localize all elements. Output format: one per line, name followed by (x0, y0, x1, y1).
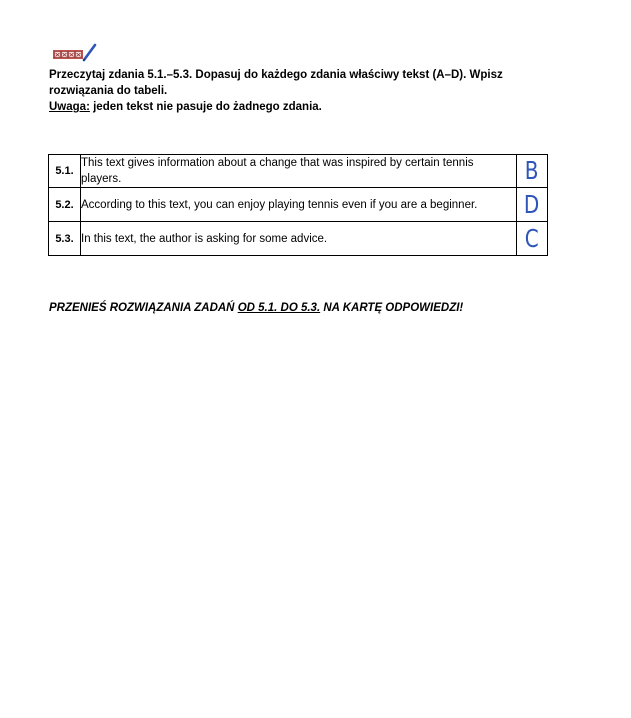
transfer-instruction (49, 302, 463, 314)
answer-cell[interactable] (517, 155, 548, 188)
handwritten-answer: B (525, 156, 539, 185)
table-row (49, 222, 548, 256)
answer-cell[interactable] (517, 188, 548, 222)
table-row (49, 188, 548, 222)
task-statement: This text gives information about a change that was inspired by certain tennis players. (81, 155, 517, 188)
task-statement: According to this text, you can enjoy playing tennis even if you are a beginner. (81, 188, 517, 222)
transfer-part-3: NA KARTĘ ODPOWIEDZI! (320, 302, 464, 314)
table-row (49, 155, 548, 188)
task-statement: In this text, the author is asking for some advice. (81, 222, 517, 256)
handwritten-answer: D (524, 189, 540, 219)
note-label: Uwaga: (49, 101, 90, 113)
instruction-line-1: Przeczytaj zdania 5.1.–5.3. Dopasuj do każdego zdania właściwy tekst (A–D). Wpisz (49, 69, 503, 81)
note-text: jeden tekst nie pasuje do żadnego zdania. (89, 101, 322, 113)
task-number: 5.1. (49, 155, 81, 188)
answer-cell[interactable] (517, 222, 548, 256)
task-marker-icon (53, 43, 99, 63)
answer-table (48, 154, 548, 256)
transfer-range: OD 5.1. DO 5.3. (237, 302, 321, 314)
task-instructions (49, 67, 549, 115)
instruction-note (49, 99, 549, 115)
task-number: 5.2. (49, 188, 81, 222)
handwritten-answer: C (525, 223, 539, 253)
instruction-line-2: rozwiązania do tabeli. (49, 85, 168, 97)
task-number: 5.3. (49, 222, 81, 256)
transfer-part-1: PRZENIEŚ ROZWIĄZANIA ZADAŃ (49, 302, 238, 314)
